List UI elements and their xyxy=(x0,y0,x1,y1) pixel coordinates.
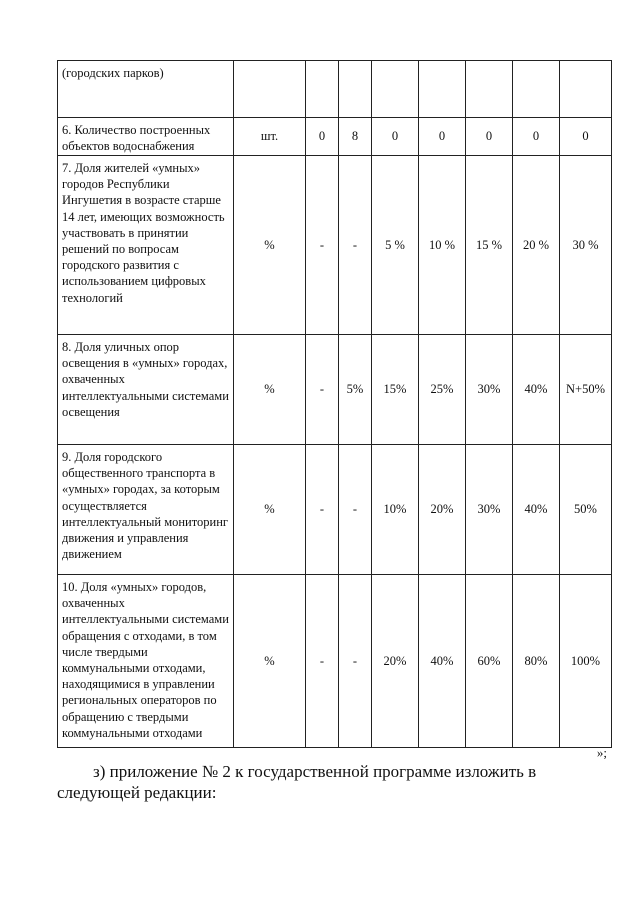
table-row xyxy=(58,61,612,118)
table-row xyxy=(58,445,612,575)
unit-cell: % xyxy=(234,335,306,445)
value-cell: 0 xyxy=(513,118,560,156)
value-cell: - xyxy=(339,575,372,748)
value-cell: 20% xyxy=(372,575,419,748)
value-cell: 100% xyxy=(560,575,612,748)
value-cell: 10% xyxy=(372,445,419,575)
value-cell: 30 % xyxy=(560,156,612,335)
value-cell xyxy=(339,61,372,118)
value-cell xyxy=(372,61,419,118)
value-cell xyxy=(513,61,560,118)
value-cell: - xyxy=(339,445,372,575)
table-row xyxy=(58,335,612,445)
value-cell: 20% xyxy=(419,445,466,575)
value-cell: - xyxy=(306,445,339,575)
value-cell: 5% xyxy=(339,335,372,445)
unit-cell: % xyxy=(234,156,306,335)
value-cell: - xyxy=(306,156,339,335)
value-cell xyxy=(560,61,612,118)
value-cell: 5 % xyxy=(372,156,419,335)
value-cell: 20 % xyxy=(513,156,560,335)
closing-quote: »; xyxy=(596,745,607,760)
value-cell: 40% xyxy=(513,335,560,445)
value-cell: 0 xyxy=(560,118,612,156)
value-cell: - xyxy=(306,335,339,445)
indicator-name: 6. Количество построенных объектов водоснабжения xyxy=(58,118,234,156)
value-cell: - xyxy=(339,156,372,335)
indicator-name: (городских парков) xyxy=(58,61,234,118)
value-cell: 0 xyxy=(466,118,513,156)
value-cell: 10 % xyxy=(419,156,466,335)
indicator-name: 7. Доля жителей «умных» городов Республики Ингушетия в возрасте старше 14 лет, имеющих возможность участвовать в принятии решений по вопросам городского развития с использованием цифровых технологий xyxy=(58,156,234,335)
unit-cell: шт. xyxy=(234,118,306,156)
value-cell xyxy=(306,61,339,118)
value-cell: 0 xyxy=(372,118,419,156)
table-row xyxy=(58,575,612,748)
value-cell: 40% xyxy=(513,445,560,575)
unit-cell: % xyxy=(234,445,306,575)
value-cell: 8 xyxy=(339,118,372,156)
value-cell: 0 xyxy=(306,118,339,156)
value-cell: N+50% xyxy=(560,335,612,445)
indicator-name: 10. Доля «умных» городов, охваченных интеллектуальными системами обращения с отходами, в том числе твердыми коммунальными отходами, находящимися в управлении региональных операторов по обращению с твердыми коммунальными отходами xyxy=(58,575,234,748)
value-cell: 40% xyxy=(419,575,466,748)
value-cell: 50% xyxy=(560,445,612,575)
indicator-name: 8. Доля уличных опор освещения в «умных» городах, охваченных интеллектуальными системами освещения xyxy=(58,335,234,445)
value-cell: 30% xyxy=(466,335,513,445)
value-cell: 15% xyxy=(372,335,419,445)
unit-cell xyxy=(234,61,306,118)
unit-cell: % xyxy=(234,575,306,748)
value-cell: 15 % xyxy=(466,156,513,335)
value-cell: 0 xyxy=(419,118,466,156)
value-cell: 30% xyxy=(466,445,513,575)
indicator-name: 9. Доля городского общественного транспорта в «умных» городах, за которым осуществляется интеллектуальный мониторинг движения и управления движением xyxy=(58,445,234,575)
table-row xyxy=(58,156,612,335)
value-cell: 80% xyxy=(513,575,560,748)
table-row xyxy=(58,118,612,156)
amendment-paragraph: з) приложение № 2 к государственной программе изложить в следующей редакции: xyxy=(57,762,537,802)
value-cell xyxy=(466,61,513,118)
value-cell: 25% xyxy=(419,335,466,445)
value-cell xyxy=(419,61,466,118)
value-cell: - xyxy=(306,575,339,748)
indicators-table xyxy=(57,60,612,748)
value-cell: 60% xyxy=(466,575,513,748)
